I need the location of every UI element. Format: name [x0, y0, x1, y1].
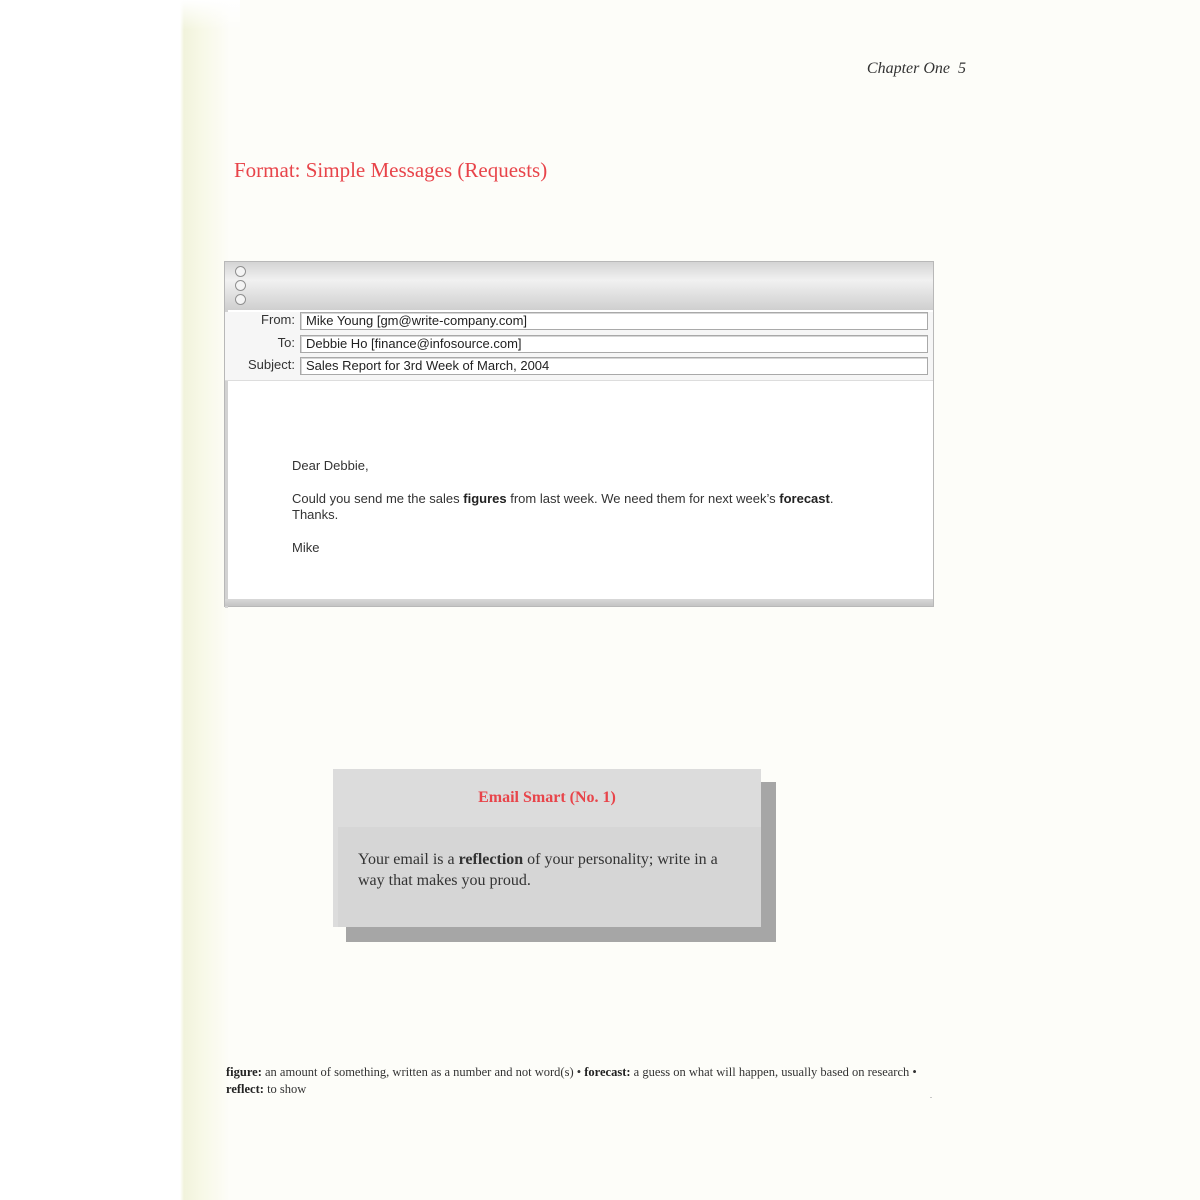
- section-title: Format: Simple Messages (Requests): [234, 158, 548, 182]
- email-message-text: Could you send me the sales: [292, 491, 464, 506]
- from-field[interactable]: Mike Young [gm@write-company.com]: [300, 312, 928, 330]
- email-bold-forecast: forecast: [779, 491, 830, 506]
- email-body[interactable]: [292, 458, 922, 573]
- tip-text-part: Your email is a: [358, 851, 459, 868]
- glossary-definition: an amount of something, written as a number and not word(s) •: [261, 1065, 585, 1079]
- to-label: To:: [277, 335, 295, 350]
- page-number: 5: [958, 60, 966, 77]
- window-close-icon[interactable]: [235, 266, 246, 277]
- glossary-footnote: [226, 1064, 956, 1098]
- glossary-definition: a guess on what will happen, usually based on research •: [630, 1065, 917, 1079]
- subject-label: Subject:: [248, 357, 295, 372]
- from-row: [225, 312, 933, 332]
- email-message-text: .: [829, 491, 834, 506]
- running-head: [867, 60, 966, 78]
- subject-row: [225, 357, 933, 377]
- window-zoom-icon[interactable]: [235, 294, 246, 305]
- email-bold-figures: figures: [463, 491, 507, 506]
- binding-shadow: [0, 0, 230, 1200]
- email-window: [224, 261, 934, 607]
- paper-speck: [930, 1097, 932, 1098]
- glossary-term-figure: figure:: [226, 1065, 262, 1079]
- glossary-definition: to show: [263, 1082, 307, 1096]
- subject-field[interactable]: Sales Report for 3rd Week of March, 2004: [300, 357, 928, 375]
- glossary-term-forecast: forecast:: [584, 1065, 631, 1079]
- email-thanks: Thanks.: [292, 507, 339, 522]
- to-row: [225, 335, 933, 355]
- binding-highlight: [180, 0, 240, 30]
- running-head-chapter: Chapter One: [866, 60, 950, 77]
- email-message: [292, 491, 922, 523]
- window-bottom-bar: [225, 599, 933, 606]
- tip-title: Email Smart (No. 1): [478, 789, 616, 806]
- tip-box: [333, 769, 761, 927]
- tip-text: [358, 849, 748, 891]
- email-header-fields: [225, 312, 933, 381]
- email-message-text: from last week. We need them for next week’s: [506, 491, 780, 506]
- window-titlebar: [225, 262, 933, 310]
- from-label: From:: [261, 312, 295, 327]
- email-signature: Mike: [292, 540, 320, 555]
- tip-bold-reflection: reflection: [458, 851, 524, 868]
- window-minimize-icon[interactable]: [235, 280, 246, 291]
- tip-text-part: of your personality; write in a way that makes you proud.: [358, 851, 718, 889]
- to-field[interactable]: Debbie Ho [finance@infosource.com]: [300, 335, 928, 353]
- glossary-term-reflect: reflect:: [226, 1082, 264, 1096]
- email-greeting: Dear Debbie,: [292, 458, 369, 473]
